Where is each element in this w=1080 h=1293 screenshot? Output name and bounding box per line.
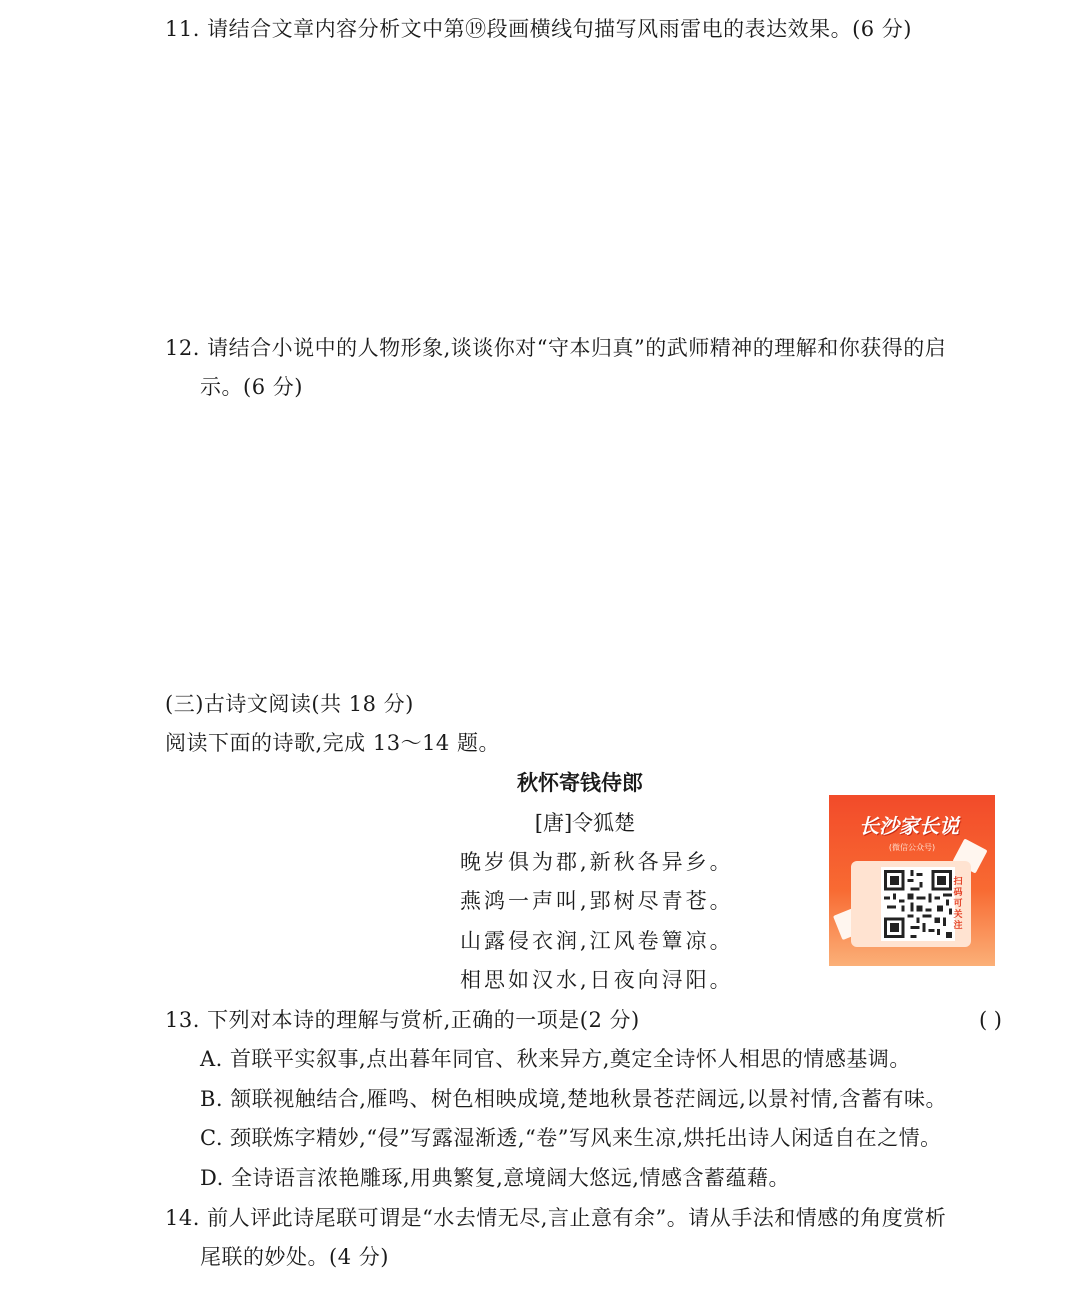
promo-side-text: 扫码可关注 <box>953 877 963 931</box>
section-instruction: 阅读下面的诗歌,完成 13～14 题。 <box>165 731 500 755</box>
question-14-line-1: 14. 前人评此诗尾联可谓是“水去情无尽,言止意有余”。请从手法和情感的角度赏析 <box>165 1206 947 1230</box>
answer-bracket[interactable]: ( ) <box>978 1008 1002 1032</box>
question-12-line-2: 示。(6 分) <box>200 375 303 399</box>
poem-line: 相思如汉水,日夜向浔阳。 <box>460 968 734 992</box>
poem-line: 燕鸿一声叫,郢树尽青苍。 <box>460 889 734 913</box>
option-b: B. 颔联视触结合,雁鸣、树色相映成境,楚地秋景苍茫阔远,以景衬情,含蓄有味。 <box>200 1087 947 1111</box>
option-a: A. 首联平实叙事,点出暮年同官、秋来异方,奠定全诗怀人相思的情感基调。 <box>200 1047 911 1071</box>
qr-code-icon[interactable] <box>881 867 955 941</box>
question-14-line-2: 尾联的妙处。(4 分) <box>200 1245 389 1269</box>
option-d: D. 全诗语言浓艳雕琢,用典繁复,意境阔大悠远,情感含蓄蕴藉。 <box>200 1166 790 1190</box>
section-heading: (三)古诗文阅读(共 18 分) <box>165 692 414 716</box>
promo-brand: 长沙家长说 <box>859 814 959 838</box>
poem-author: [唐]令狐楚 <box>534 811 636 835</box>
question-12-line-1: 12. 请结合小说中的人物形象,谈谈你对“守本归真”的武师精神的理解和你获得的启 <box>165 336 947 360</box>
question-13-stem: 13. 下列对本诗的理解与赏析,正确的一项是(2 分) <box>165 1008 640 1032</box>
poem-title: 秋怀寄钱侍郎 <box>517 771 643 795</box>
option-c: C. 颈联炼字精妙,“侵”写露湿渐透,“卷”写风来生凉,烘托出诗人闲适自在之情。 <box>200 1126 942 1150</box>
qr-promo-card[interactable] <box>829 795 995 966</box>
promo-subtitle: (微信公众号) <box>888 843 936 852</box>
poem-line: 晚岁俱为郡,新秋各异乡。 <box>460 850 734 874</box>
question-11: 11. 请结合文章内容分析文中第⑲段画横线句描写风雨雷电的表达效果。(6 分) <box>165 17 912 41</box>
poem-line: 山露侵衣润,江风卷簟凉。 <box>460 929 734 953</box>
